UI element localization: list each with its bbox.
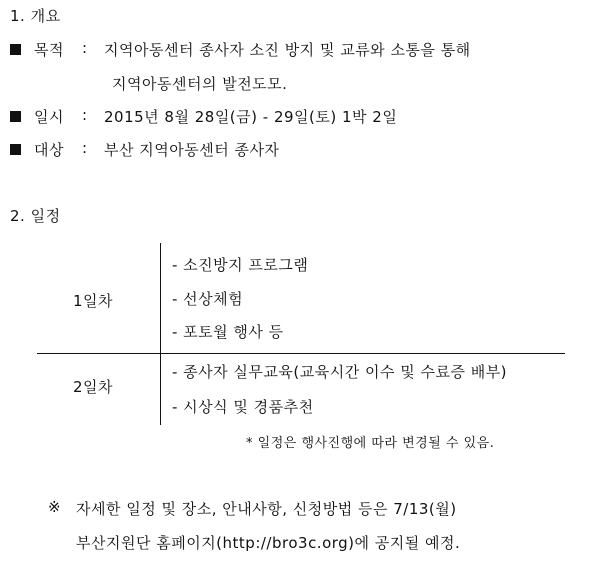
schedule-divider-horizontal	[37, 353, 565, 354]
schedule-day-1-item-3: - 포토월 행사 등	[172, 323, 284, 341]
schedule-day-2-item-1: - 종사자 실무교육(교육시간 이수 및 수료증 배부)	[172, 363, 508, 381]
target-value: 부산 지역아동센터 종사자	[104, 141, 280, 159]
section-2-heading: 2. 일정	[10, 207, 61, 225]
schedule-day-1-item-2: - 선상체험	[172, 290, 244, 308]
schedule-note: * 일정은 행사진행에 따라 변경될 수 있음.	[246, 436, 495, 451]
bullet-date	[10, 111, 21, 122]
bullet-target	[10, 144, 21, 155]
schedule-day-2-item-2: - 시상식 및 경품추천	[172, 398, 314, 416]
bullet-purpose	[10, 44, 21, 55]
schedule-day-2: 2일차	[73, 378, 114, 396]
purpose-line-1: 지역아동센터 종사자 소진 방지 및 교류와 소통을 통해	[104, 41, 471, 59]
date-label: 일시	[34, 108, 64, 126]
date-separator: :	[82, 106, 88, 124]
section-1-heading: 1. 개요	[10, 7, 61, 25]
purpose-separator: :	[82, 39, 88, 57]
target-label: 대상	[34, 141, 64, 159]
schedule-day-1-item-1: - 소진방지 프로그램	[172, 256, 309, 274]
footer-line-1: 자세한 일정 및 장소, 안내사항, 신청방법 등은 7/13(월)	[76, 500, 457, 518]
footer-line-2: 부산지원단 홈페이지(http://bro3c.org)에 공지될 예정.	[76, 534, 461, 552]
reference-mark: ※	[48, 498, 62, 516]
purpose-label: 목적	[34, 41, 64, 59]
purpose-line-2: 지역아동센터의 발전도모.	[112, 75, 288, 93]
target-separator: :	[82, 139, 88, 157]
schedule-day-1: 1일차	[73, 292, 114, 310]
date-value: 2015년 8월 28일(금) - 29일(토) 1박 2일	[104, 108, 398, 126]
schedule-divider-vertical	[160, 243, 161, 425]
